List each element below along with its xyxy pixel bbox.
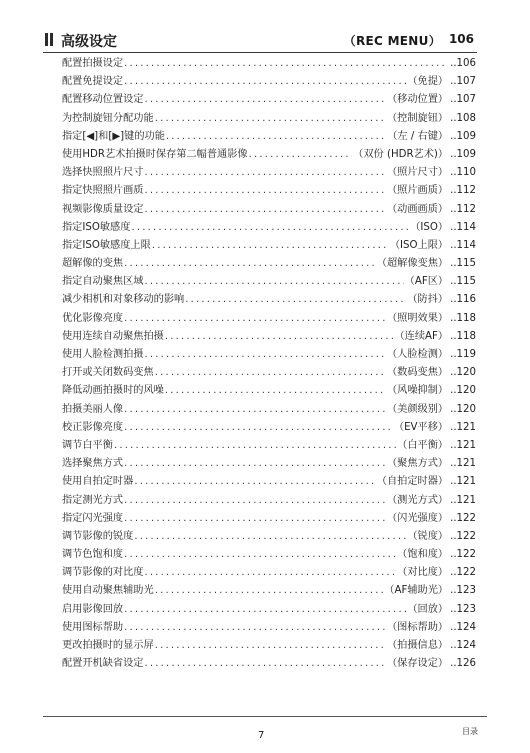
- toc-entry[interactable]: [62, 601, 476, 619]
- toc-entry-title: 校正影像亮度: [62, 421, 124, 433]
- toc-entry-title: 更改拍摄时的显示屏: [62, 640, 154, 651]
- toc-entry-page: ..120: [450, 385, 476, 397]
- toc-entry-page: ..123: [450, 603, 476, 615]
- toc-entry[interactable]: [62, 291, 476, 309]
- toc-entry[interactable]: [62, 73, 476, 91]
- dot-leader: [145, 273, 404, 291]
- dot-leader: [134, 528, 406, 546]
- toc-entry-setting: （对比度）: [397, 567, 449, 579]
- dot-leader: [124, 546, 396, 564]
- toc-entry[interactable]: [62, 473, 476, 491]
- toc-entry[interactable]: [62, 91, 476, 109]
- toc-entry[interactable]: [62, 346, 476, 364]
- dot-leader: [124, 55, 447, 73]
- toc-entry[interactable]: [62, 55, 476, 73]
- toc-entry-page: ..122: [450, 549, 476, 561]
- toc-entry-title: 为控制旋钮分配功能: [62, 112, 154, 124]
- toc-entry-title: 选择聚焦方式: [62, 458, 124, 470]
- toc-entry-title: 调节影像的锐度: [62, 530, 134, 542]
- dot-leader: [124, 401, 386, 419]
- toc-entry-page: ..124: [450, 621, 476, 633]
- toc-entry[interactable]: [62, 255, 476, 273]
- toc-entry-setting: （保存设定）: [386, 658, 449, 670]
- dot-leader: [124, 419, 393, 437]
- toc-entry-title: 视频影像质量设定: [62, 203, 144, 215]
- toc-entry-setting: （双份 (HDR艺术)）: [353, 148, 449, 160]
- dot-leader: [166, 128, 386, 146]
- dot-leader: [114, 437, 396, 455]
- dot-leader: [124, 455, 386, 473]
- section-header: [43, 30, 477, 53]
- toc-entry[interactable]: [62, 182, 476, 200]
- toc-entry-page: ..109: [450, 130, 476, 142]
- toc-entry-page: ..124: [450, 640, 476, 651]
- toc-entry-setting: （动画画质）: [386, 203, 449, 215]
- toc-entry-title: 指定测光方式: [62, 494, 124, 506]
- toc-entry-setting: （免提）: [407, 76, 449, 88]
- toc-entry-title: 使用图标帮助: [62, 621, 124, 633]
- toc-entry-title: 降低动画拍摄时的风噪: [62, 385, 164, 397]
- toc-entry-title: 拍摄美丽人像: [62, 403, 124, 415]
- toc-entry-setting: （移动位置）: [386, 94, 449, 106]
- dot-leader: [155, 637, 386, 655]
- toc-entry-setting: （锐度）: [407, 530, 449, 542]
- dot-leader: [145, 164, 386, 182]
- footer-rule: [43, 716, 487, 717]
- toc-entry-title: 超解像的变焦: [62, 258, 124, 270]
- toc-entry-setting: （回放）: [407, 603, 449, 615]
- toc-entry-setting: （防抖）: [407, 294, 449, 306]
- toc-entry-title: 指定ISO敏感度: [62, 221, 131, 233]
- toc-entry-page: ..121: [450, 494, 476, 506]
- dot-leader: [155, 110, 386, 128]
- toc-entry-page: ..122: [450, 530, 476, 542]
- dot-leader: [134, 473, 375, 491]
- toc-entry[interactable]: [62, 582, 476, 600]
- toc-entry-title: 指定ISO敏感度上限: [62, 239, 151, 251]
- toc-entry-page: ..120: [450, 403, 476, 415]
- dot-leader: [131, 219, 409, 237]
- toc-entry-title: 指定[◀]和[▶]键的功能: [62, 130, 165, 142]
- toc-entry-page: ..106: [450, 58, 476, 69]
- toc-entry-title: 使用自动聚焦辅助光: [62, 585, 154, 597]
- toc-entry-setting: （AF区）: [404, 276, 449, 288]
- dot-leader: [124, 255, 376, 273]
- toc-entry-title: 配置移动位置设定: [62, 94, 144, 106]
- toc-entry-setting: （超解像变焦）: [376, 258, 449, 270]
- toc-entry-title: 启用影像回放: [62, 603, 124, 615]
- toc-entry-page: ..116: [450, 294, 476, 306]
- toc-entry-setting: （风噪抑制）: [386, 385, 449, 397]
- toc-entry-page: ..122: [450, 567, 476, 579]
- toc-entry-page: ..119: [450, 349, 476, 360]
- toc-entry-title: 使用连续自动聚焦拍摄: [62, 330, 164, 342]
- toc-entry-setting: （AF辅助光）: [384, 585, 449, 597]
- toc-entry-page: ..121: [450, 476, 476, 488]
- dot-leader: [165, 328, 394, 346]
- dot-leader: [124, 492, 386, 510]
- toc-entry-title: 打开或关闭数码变焦: [62, 367, 154, 379]
- toc-entry-title: 配置开机缺省设定: [62, 658, 144, 670]
- toc-entry-setting: （人脸检测）: [386, 349, 449, 360]
- toc-entry-title: 选择快照照片尺寸: [62, 167, 144, 179]
- toc-entry-setting: （照片尺寸）: [386, 167, 449, 179]
- toc-entry-setting: （照片画质）: [386, 185, 449, 197]
- toc-entry-setting: （白平衡）: [397, 439, 449, 451]
- toc-entry-setting: （控制旋钮）: [386, 112, 449, 124]
- header-title: 高级设定: [61, 34, 117, 50]
- toc-entry[interactable]: [62, 437, 476, 455]
- toc-entry[interactable]: [62, 637, 476, 655]
- toc-entry-page: ..110: [450, 167, 476, 179]
- dot-leader: [124, 510, 386, 528]
- toc-entry-title: 配置免提设定: [62, 76, 124, 88]
- toc-entry[interactable]: [62, 110, 476, 128]
- toc-entry-page: ..118: [450, 312, 476, 324]
- dot-leader: [145, 655, 386, 673]
- toc-entry-title: 调节白平衡: [62, 439, 113, 451]
- toc-entry-setting: （美颜级别）: [386, 403, 449, 415]
- header-page-number: 106: [448, 32, 474, 46]
- dot-leader: [155, 364, 386, 382]
- dot-leader: [145, 91, 386, 109]
- toc-entry[interactable]: [62, 237, 476, 255]
- dot-leader: [155, 582, 384, 600]
- toc-entry[interactable]: [62, 364, 476, 382]
- header-menu-name: （REC MENU）: [343, 34, 441, 48]
- toc-entry[interactable]: [62, 128, 476, 146]
- toc-entry-page: ..112: [450, 203, 476, 215]
- toc-entry-setting: （连续AF）: [394, 330, 449, 342]
- toc-entry[interactable]: [62, 510, 476, 528]
- footer-page-number: 7: [258, 730, 265, 741]
- toc-entry-setting: （图标帮助）: [386, 621, 449, 633]
- toc-entry[interactable]: [62, 564, 476, 582]
- toc-entry-setting: （测光方式）: [386, 494, 449, 506]
- toc-entry-setting: （ISO上限）: [389, 239, 449, 251]
- dot-leader: [152, 237, 389, 255]
- dot-leader: [185, 291, 406, 309]
- dot-leader: [124, 619, 386, 637]
- toc-entry-title: 减少相机和对象移动的影响: [62, 294, 185, 306]
- toc-entry-page: ..121: [450, 458, 476, 470]
- toc-entry-page: ..115: [450, 258, 476, 270]
- toc-entry-title: 配置拍摄设定: [62, 58, 124, 69]
- toc-entry-setting: （闪光强度）: [386, 512, 449, 524]
- toc-entry-title: 指定闪光强度: [62, 512, 124, 524]
- toc-entry-title: 优化影像亮度: [62, 312, 124, 324]
- dot-leader: [165, 382, 386, 400]
- toc-entry-setting: （拍摄信息）: [386, 640, 449, 651]
- toc-entry-page: ..121: [450, 421, 476, 433]
- header-bar-mark: [45, 33, 48, 46]
- dot-leader: [124, 601, 406, 619]
- toc-entry-page: ..109: [450, 148, 476, 160]
- toc-entry-page: ..112: [450, 185, 476, 197]
- dot-leader: [124, 73, 406, 91]
- toc-entry-page: ..115: [450, 276, 476, 288]
- toc-entry-setting: （自拍定时器）: [376, 476, 449, 488]
- toc-entry-title: 使用人脸检测拍摄: [62, 349, 144, 360]
- toc-entry[interactable]: [62, 164, 476, 182]
- toc-entry[interactable]: [62, 619, 476, 637]
- toc-entry[interactable]: [62, 546, 476, 564]
- toc-entry-setting: （照明效果）: [386, 312, 449, 324]
- toc-entry[interactable]: [62, 273, 476, 291]
- dot-leader: [145, 346, 386, 364]
- toc-entry-page: ..114: [450, 221, 476, 233]
- toc-entry[interactable]: [62, 455, 476, 473]
- toc-entry-page: ..120: [450, 367, 476, 379]
- toc-entry[interactable]: [62, 401, 476, 419]
- toc-entry-page: ..123: [450, 585, 476, 597]
- toc-entry-page: ..108: [450, 112, 476, 124]
- toc-entry-title: 使用HDR艺术拍摄时保存第二幅普通影像: [62, 148, 248, 160]
- toc-entry-page: ..107: [450, 94, 476, 106]
- toc-entry[interactable]: [62, 528, 476, 546]
- dot-leader: [145, 182, 386, 200]
- dot-leader: [249, 146, 353, 164]
- toc-entry-title: 调节影像的对比度: [62, 567, 144, 579]
- toc-entry-page: ..122: [450, 512, 476, 524]
- table-of-contents: [62, 55, 476, 673]
- toc-entry-page: ..114: [450, 239, 476, 251]
- toc-entry-title: 使用自拍定时器: [62, 476, 134, 488]
- toc-entry[interactable]: [62, 419, 476, 437]
- toc-entry-setting: （左 / 右键）: [387, 130, 449, 142]
- toc-entry-title: 指定自动聚焦区域: [62, 276, 144, 288]
- toc-entry-setting: （ISO）: [410, 221, 449, 233]
- toc-entry[interactable]: [62, 310, 476, 328]
- toc-entry-setting: （饱和度）: [397, 549, 449, 561]
- toc-entry[interactable]: [62, 201, 476, 219]
- toc-entry-page: ..118: [450, 330, 476, 342]
- toc-entry[interactable]: [62, 382, 476, 400]
- toc-entry[interactable]: [62, 655, 476, 673]
- header-bar-mark: [50, 33, 53, 46]
- toc-entry-title: 调节色饱和度: [62, 549, 124, 561]
- toc-entry[interactable]: [62, 146, 476, 164]
- toc-entry[interactable]: [62, 492, 476, 510]
- toc-entry-page: ..121: [450, 439, 476, 451]
- dot-leader: [145, 201, 386, 219]
- dot-leader: [145, 564, 397, 582]
- toc-entry-setting: （数码变焦）: [386, 367, 449, 379]
- toc-entry[interactable]: [62, 219, 476, 237]
- toc-entry-setting: （聚焦方式）: [386, 458, 449, 470]
- toc-entry-title: 指定快照照片画质: [62, 185, 144, 197]
- footer-section-label: 目录: [462, 727, 478, 736]
- toc-entry-page: ..107: [450, 76, 476, 88]
- toc-entry-setting: （EV平移）: [393, 421, 449, 433]
- dot-leader: [124, 310, 386, 328]
- toc-entry-page: ..126: [450, 658, 476, 670]
- toc-entry[interactable]: [62, 328, 476, 346]
